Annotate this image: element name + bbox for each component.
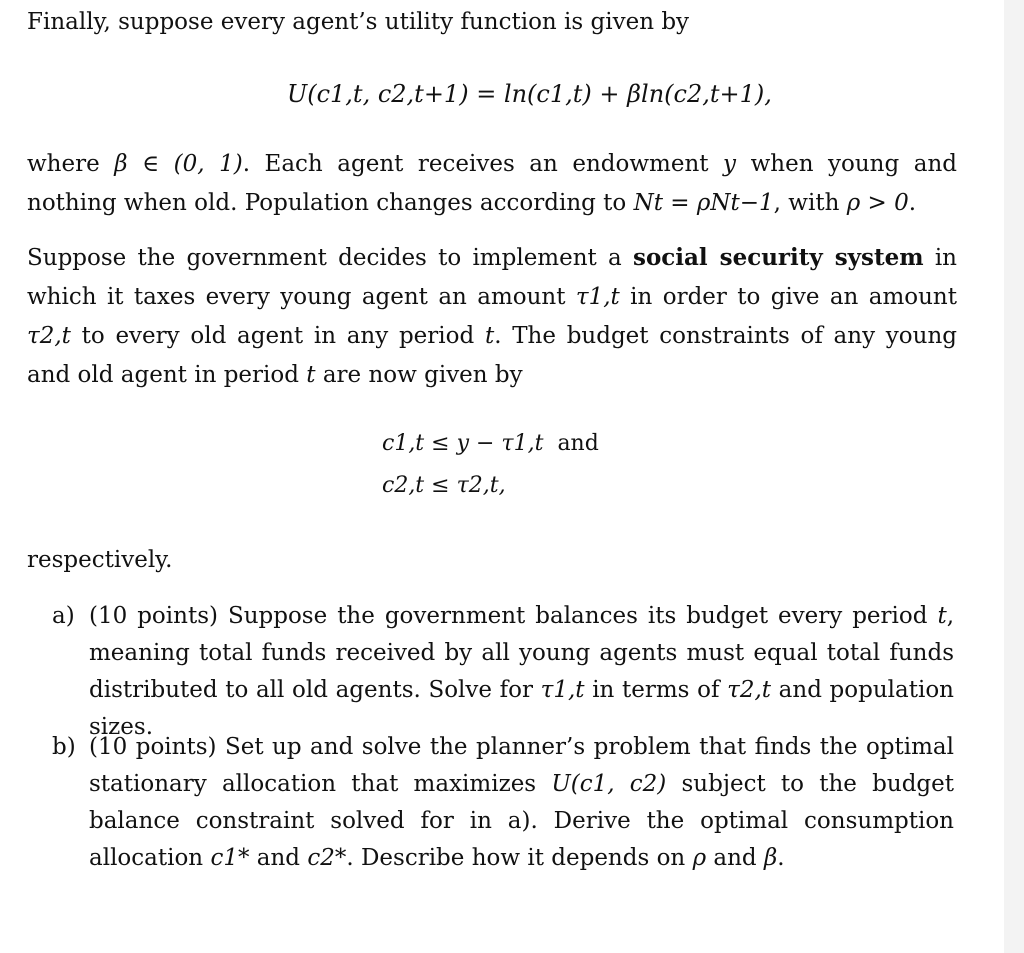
question-a-body: (10 points) Suppose the government balances its budget every period t, meaning total funds received by all young agents must equal total funds distributed to all old agents. Solve for τ1,t in terms of τ2,t and population sizes. — [89, 603, 954, 740]
question-b — [52, 729, 954, 877]
beta-range: β ∈ (0, 1) — [114, 151, 243, 177]
utility-equation: U(c1,t, c2,t+1) = ln(c1,t) + βln(c2,t+1), — [287, 80, 772, 108]
paragraph-where: where β ∈ (0, 1). Each agent receives an endowment y when young and nothing when old. Population changes according to Nt = ρNt−1, with ρ > 0. — [27, 151, 958, 216]
intro-line: Finally, suppose every agent’s utility function is given by — [27, 9, 690, 35]
old-constraint: c2,t ≤ τ2,t, — [382, 473, 506, 498]
young-constraint: c1,t ≤ y − τ1,t and — [382, 431, 599, 456]
social-security-term: social security system — [633, 244, 924, 271]
tau-young: τ1,t — [575, 284, 620, 310]
scrollbar-track[interactable] — [1004, 0, 1024, 953]
question-b-marker: b) — [52, 734, 76, 760]
budget-constraints — [382, 423, 599, 507]
population-equation: Nt = ρNt−1 — [633, 190, 774, 216]
question-a — [52, 598, 954, 746]
respectively-line: respectively. — [27, 547, 173, 573]
rho-condition: ρ > 0 — [846, 190, 909, 216]
tau-old: τ2,t — [27, 323, 71, 349]
paragraph-social-security: Suppose the government decides to implement a social security system in which it taxes every young agent an amount τ1,t in order to give an amount τ2,t to every old agent in any period t. The budget constraints of any young and old agent in period t are now given by — [27, 244, 957, 388]
endowment-y: y — [723, 151, 737, 177]
question-b-body: (10 points) Set up and solve the planner’s problem that finds the optimal stationary allocation that maximizes U(c1, c2) subject to the budget balance constraint solved for in a). Derive the optimal consumption allocation c1* and c2*. Describe how it depends on ρ and β. — [89, 734, 954, 871]
question-a-marker: a) — [52, 603, 75, 629]
